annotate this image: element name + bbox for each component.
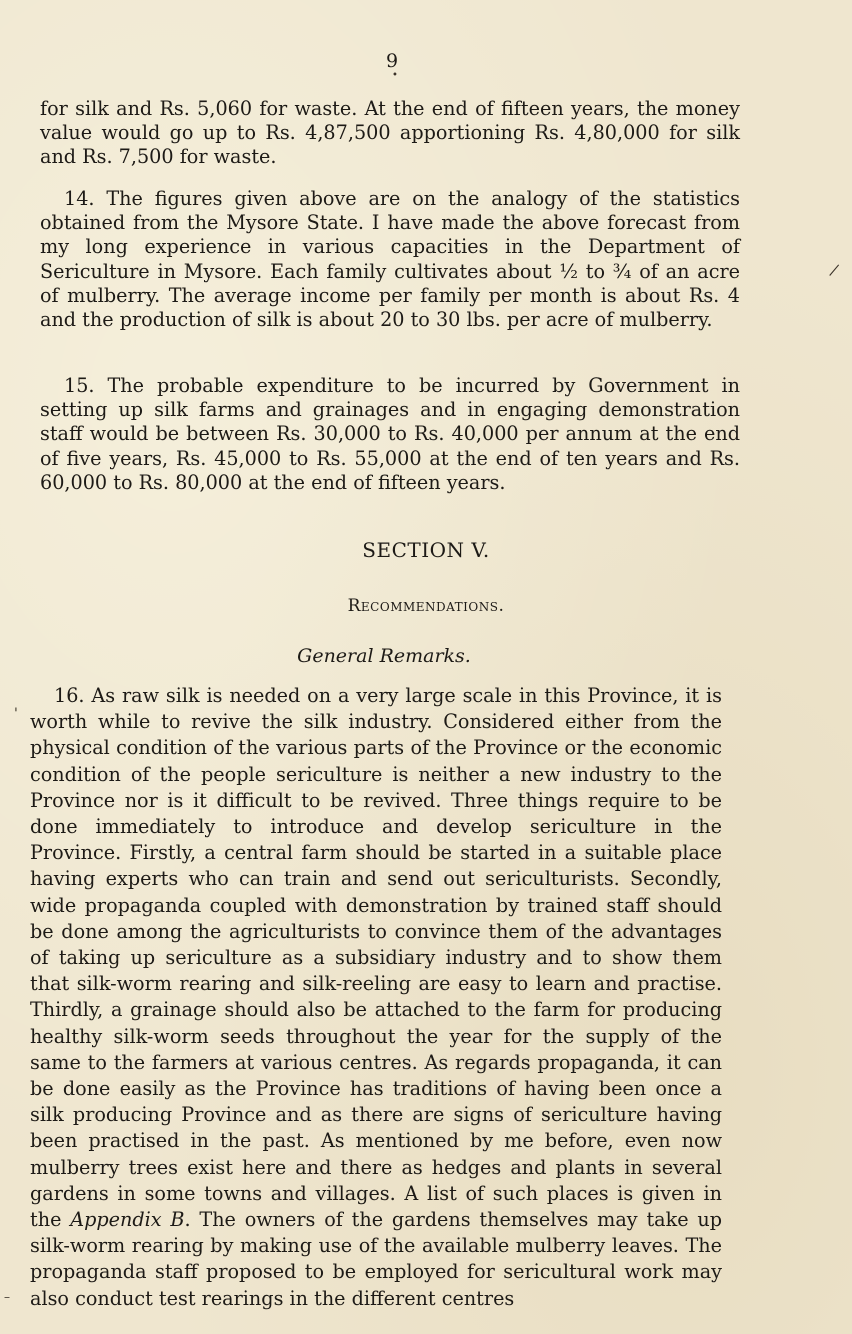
paragraph-text: for silk and Rs. 5,060 for waste. At the end of fifteen years, the money value would go up to Rs. 4,87,500 apportioning Rs. 4,80,000 for silk and Rs. 7,500 for waste. [40,97,740,169]
paragraph-text: 14. The figures given above are on the analogy of the statistics obtained from the Mysore State. I have made the above forecast from my long experience in various capacities in the Department of Sericulture in Mysore. Each family cultivates about ½ to ¾ of an acre of mulberry. The average income per family per month is about Rs. 4 and the production of silk is about 20 to 30 lbs. per acre of mulberry. [40,187,740,332]
subsubsection-heading: General Remarks. [297,645,471,667]
ink-dot: • [392,70,398,81]
paragraph-text: 15. The probable expenditure to be incurred by Government in setting up silk farms and grainages and in engaging demonstration staff would be between Rs. 30,000 to Rs. 40,000 per annum at the end of five years, Rs. 45,000 to Rs. 55,000 at the end of ten years and Rs. 60,000 to Rs. 80,000 at the end of fifteen years. [40,374,740,494]
subsection-heading: Recommendations. [347,596,505,616]
paragraph-text [30,683,722,1312]
paragraph-text-main: 16. As raw silk is needed on a very large scale in this Province, it is worth while to revive the silk industry. Considered either from the physical condition of the various parts of the Province or the economic condition of the people sericulture is neither a new industry to the Province nor is it difficult to be revived. Three things require to be done immediately to introduce and develop sericulture in the Province. Firstly, a central farm should be started in a suitable place having experts who can train and send out sericulturists. Secondly, wide propaganda coupled with demonstration by trained staff should be done among the agriculturists to convince them of the advantages of taking up sericulture as a subsidiary industry and to show them that silk-worm rearing and silk-reeling are easy to learn and practise. Thirdly, a grainage should also be attached to the farm for producing healthy silk-worm seeds throughout the year for the supply of the same to the farmers at various centres. As regards propaganda, it can be done easily as the Province has traditions of having been once a silk producing Province and as there are signs of sericulture having been practised in the past. As mentioned by me before, even now mulberry trees exist here and there as hedges and plants in several gardens in some towns and villages. A list of such places is given in the [30,684,722,1232]
pencil-mark: ' [14,706,18,722]
continuation-paragraph [40,97,740,170]
paragraph-14 [40,187,740,332]
paragraph-16 [30,683,722,1312]
paragraph-15 [40,374,740,495]
pencil-mark: – [4,1290,10,1304]
section-heading: SECTION V. [362,538,490,562]
pencil-mark: | [827,262,842,278]
appendix-reference: Appendix B [70,1208,185,1232]
paragraph-text-end: . The owners of the gardens themselves may take up silk-worm rearing by making use of the available mulberry leaves. The propaganda staff proposed to be employed for sericultural work may also conduct test rearings in the different centres [30,1208,723,1310]
page-number: 9 [386,50,399,72]
